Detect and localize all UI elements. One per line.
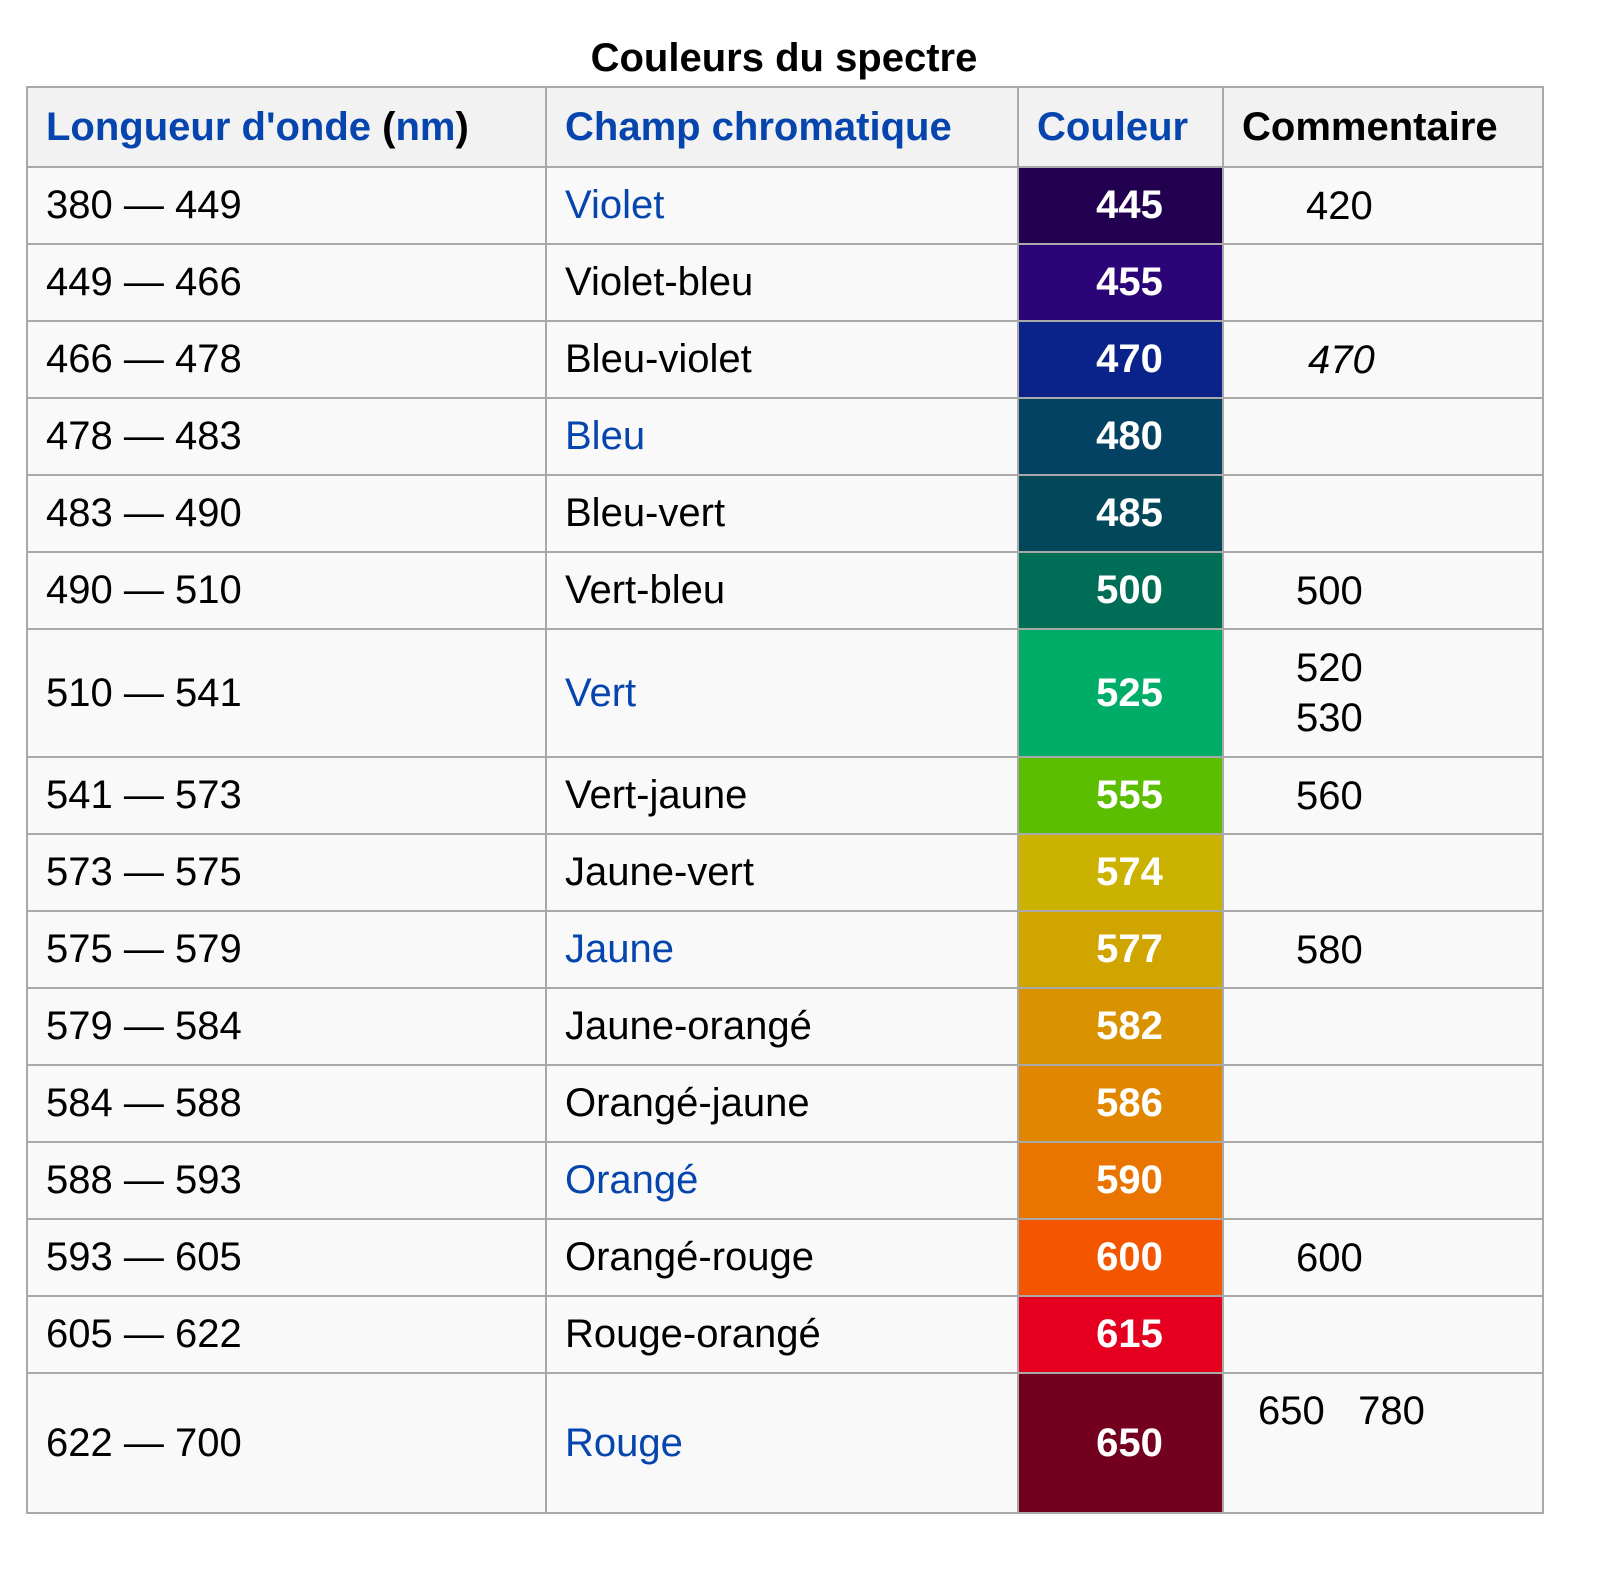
header-wavelength: Longueur d'onde (nm) [27,87,546,167]
wavelength-range-cell: 380 — 449 [27,167,546,244]
table-row [27,988,1543,1065]
comment-cell [1223,1219,1543,1296]
color-swatch-cell: 555 [1018,757,1223,834]
comment-cell [1223,629,1543,757]
header-color [1018,87,1223,167]
table-row [27,1296,1543,1373]
color-swatch-cell: 445 [1018,167,1223,244]
comment-value: 600 [1296,1235,1363,1280]
table-row [27,244,1543,321]
spectrum-table [26,86,1544,1514]
comment-value: 580 [1296,927,1363,972]
wavelength-range-cell: 541 — 573 [27,757,546,834]
header-color-link[interactable]: Couleur [1037,104,1189,149]
color-name-cell: Jaune-vert [546,834,1018,911]
color-name-cell[interactable]: Jaune [546,911,1018,988]
color-name-cell: Orangé-jaune [546,1065,1018,1142]
table-row [27,475,1543,552]
wavelength-range-cell: 575 — 579 [27,911,546,988]
comment-value: 530 [1296,696,1363,740]
table-row [27,1373,1543,1513]
table-row [27,167,1543,244]
color-name-cell[interactable]: Bleu [546,398,1018,475]
color-name-cell: Vert-jaune [546,757,1018,834]
comment-value: 470 [1308,337,1375,382]
comment-cell [1223,988,1543,1065]
table-row [27,911,1543,988]
header-row [27,87,1543,167]
wavelength-range-cell: 510 — 541 [27,629,546,757]
comment-cell [1223,398,1543,475]
table-row [27,1065,1543,1142]
comment-cell [1223,834,1543,911]
header-field-link[interactable]: Champ chromatique [565,104,952,149]
comment-cell [1223,552,1543,629]
color-swatch-cell: 590 [1018,1142,1223,1219]
color-swatch-cell: 480 [1018,398,1223,475]
wavelength-range-cell: 466 — 478 [27,321,546,398]
color-swatch-cell: 650 [1018,1373,1223,1513]
color-name-cell[interactable]: Violet [546,167,1018,244]
comment-value: 520 [1296,646,1363,690]
table-row [27,757,1543,834]
comment-cell [1223,167,1543,244]
comment-cell [1223,1296,1543,1373]
color-swatch-cell: 455 [1018,244,1223,321]
color-swatch-cell: 577 [1018,911,1223,988]
header-comment: Commentaire [1223,87,1543,167]
color-swatch-cell: 600 [1018,1219,1223,1296]
header-unit-link[interactable]: nm [395,104,456,149]
comment-value: 650 780 [1258,1389,1425,1433]
comment-cell [1223,321,1543,398]
comment-cell [1223,1065,1543,1142]
color-name-cell: Bleu-violet [546,321,1018,398]
table-row [27,552,1543,629]
color-name-cell: Jaune-orangé [546,988,1018,1065]
color-name-cell[interactable]: Rouge [546,1373,1018,1513]
color-swatch-cell: 525 [1018,629,1223,757]
comment-cell [1223,1142,1543,1219]
color-name-cell[interactable]: Vert [546,629,1018,757]
color-name-cell: Violet-bleu [546,244,1018,321]
wavelength-range-cell: 588 — 593 [27,1142,546,1219]
header-wavelength-link[interactable]: Longueur d'onde [46,104,372,149]
color-name-cell: Bleu-vert [546,475,1018,552]
color-swatch-cell: 485 [1018,475,1223,552]
color-name-cell: Rouge-orangé [546,1296,1018,1373]
wavelength-range-cell: 622 — 700 [27,1373,546,1513]
comment-cell [1223,1373,1543,1513]
color-name-cell[interactable]: Orangé [546,1142,1018,1219]
color-swatch-cell: 582 [1018,988,1223,1065]
table-row [27,321,1543,398]
color-swatch-cell: 574 [1018,834,1223,911]
comment-value: 420 [1306,183,1373,228]
header-field [546,87,1018,167]
wavelength-range-cell: 579 — 584 [27,988,546,1065]
comment-cell [1223,244,1543,321]
color-swatch-cell: 500 [1018,552,1223,629]
color-swatch-cell: 470 [1018,321,1223,398]
color-name-cell: Orangé-rouge [546,1219,1018,1296]
wavelength-range-cell: 478 — 483 [27,398,546,475]
table-row [27,834,1543,911]
wavelength-range-cell: 573 — 575 [27,834,546,911]
table-caption: Couleurs du spectre [590,36,978,80]
color-name-cell: Vert-bleu [546,552,1018,629]
wavelength-range-cell: 593 — 605 [27,1219,546,1296]
comment-cell [1223,757,1543,834]
wavelength-range-cell: 584 — 588 [27,1065,546,1142]
wavelength-range-cell: 605 — 622 [27,1296,546,1373]
color-swatch-cell: 615 [1018,1296,1223,1373]
table-row [27,629,1543,757]
comment-value: 500 [1296,568,1363,613]
comment-cell [1223,475,1543,552]
table-row [27,398,1543,475]
wavelength-range-cell: 483 — 490 [27,475,546,552]
wavelength-range-cell: 490 — 510 [27,552,546,629]
color-swatch-cell: 586 [1018,1065,1223,1142]
comment-cell [1223,911,1543,988]
wavelength-range-cell: 449 — 466 [27,244,546,321]
table-body [27,167,1543,1513]
table-row [27,1142,1543,1219]
table-row [27,1219,1543,1296]
comment-value: 560 [1296,773,1363,818]
